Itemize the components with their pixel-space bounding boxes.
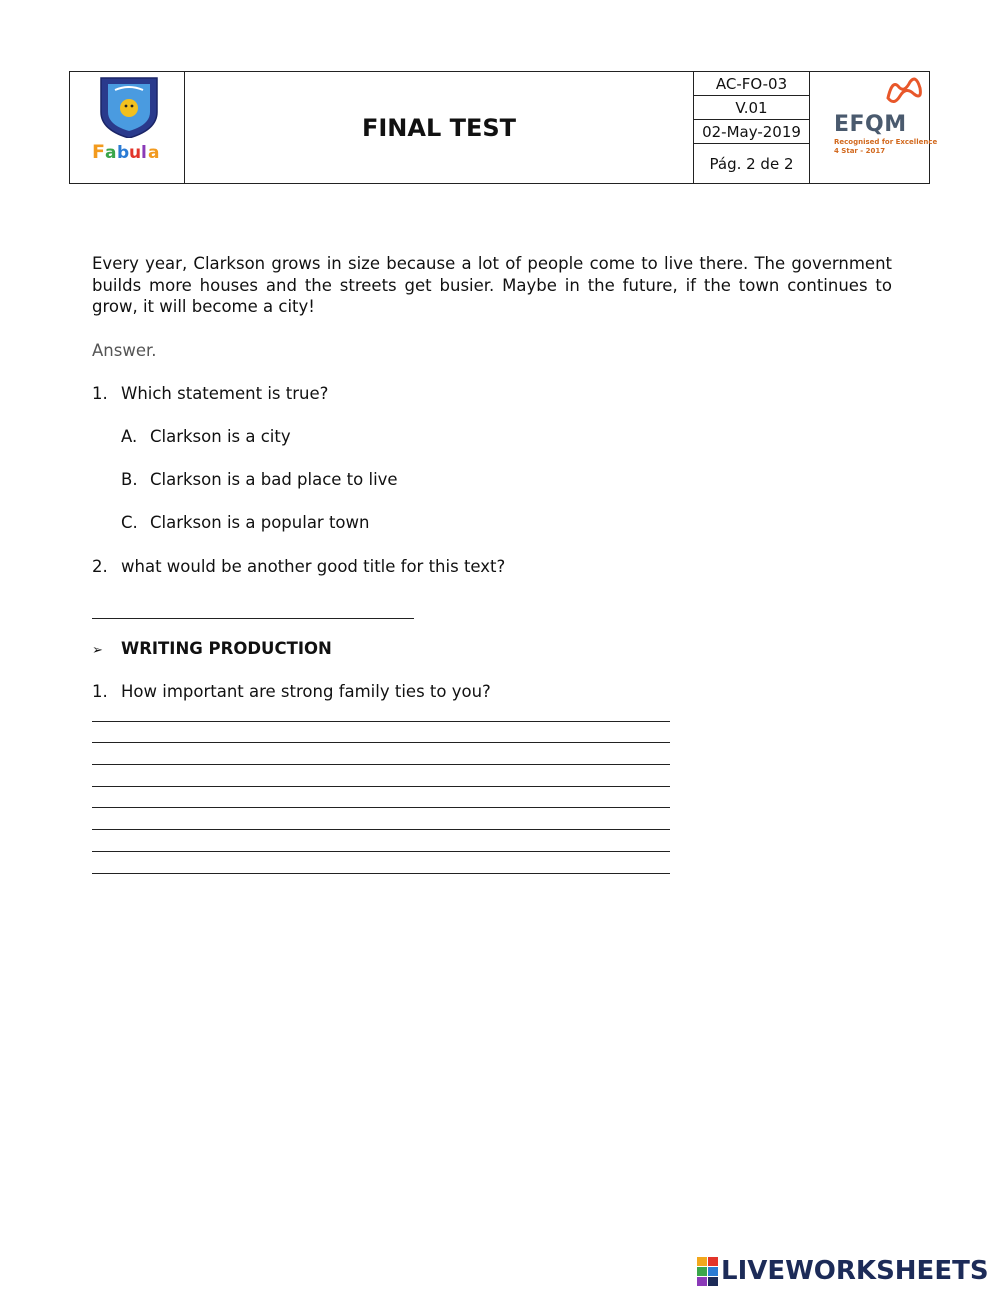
option-letter: C.	[121, 513, 138, 532]
writing-answer-line[interactable]	[92, 851, 670, 852]
writing-answer-line[interactable]	[92, 873, 670, 874]
liveworksheets-logo	[697, 1257, 989, 1285]
question-number: 2.	[92, 557, 108, 576]
option-text: Clarkson is a popular town	[150, 513, 370, 532]
document-meta	[694, 72, 810, 183]
question-text: How important are strong family ties to you?	[121, 682, 491, 701]
school-crest-icon	[70, 72, 185, 183]
option-letter: A.	[121, 427, 138, 446]
writing-answer-line[interactable]	[92, 742, 670, 743]
question-number: 1.	[92, 682, 108, 701]
efqm-stars: 4 Star - 2017	[834, 147, 886, 155]
question-2	[92, 556, 505, 578]
document-title: FINAL TEST	[185, 72, 694, 183]
svg-text:u: u	[129, 143, 142, 163]
question-text: Which statement is true?	[121, 384, 329, 403]
option-a[interactable]	[121, 426, 291, 448]
svg-text:a: a	[105, 143, 117, 163]
document-code: AC-FO-03	[694, 72, 809, 96]
option-text: Clarkson is a bad place to live	[150, 470, 398, 489]
document-header	[69, 71, 938, 184]
svg-text:a: a	[148, 143, 160, 163]
efqm-symbol-icon	[810, 72, 930, 112]
school-logo	[70, 72, 185, 183]
writing-answer-line[interactable]	[92, 786, 670, 787]
svg-text:l: l	[141, 143, 147, 163]
writing-answer-line[interactable]	[92, 764, 670, 765]
document-date: 02-May-2019	[694, 120, 809, 144]
writing-answer-line[interactable]	[92, 807, 670, 808]
question-1	[92, 383, 328, 405]
efqm-name: EFQM	[834, 112, 907, 137]
page-number: Pág. 2 de 2	[709, 154, 794, 173]
arrow-bullet-icon: ➢	[92, 643, 103, 658]
answer-label: Answer.	[92, 341, 157, 360]
svg-text:F: F	[92, 141, 105, 163]
option-b[interactable]	[121, 469, 398, 491]
efqm-recognition: Recognised for Excellence	[834, 138, 938, 146]
writing-answer-line[interactable]	[92, 721, 670, 722]
option-letter: B.	[121, 470, 138, 489]
section-title	[92, 638, 332, 662]
question-number: 1.	[92, 384, 108, 403]
liveworksheets-wordmark: LIVEWORKSHEETS	[721, 1256, 989, 1286]
document-version: V.01	[694, 96, 809, 120]
option-c[interactable]	[121, 512, 369, 534]
option-text: Clarkson is a city	[150, 427, 291, 446]
svg-text:b: b	[117, 143, 130, 163]
efqm-logo	[810, 72, 938, 183]
reading-paragraph: Every year, Clarkson grows in size because a lot of people come to live there. The government builds more houses and the streets get busier. Maybe in the future, if the town continues to grow, it will become a city!	[92, 254, 892, 316]
writing-answer-line[interactable]	[92, 829, 670, 830]
answer-line-question-2[interactable]	[92, 618, 414, 619]
writing-question-1	[92, 681, 491, 703]
section-title-text: WRITING PRODUCTION	[121, 639, 332, 658]
liveworksheets-blocks-icon	[697, 1257, 718, 1286]
question-text: what would be another good title for this text?	[121, 557, 506, 576]
